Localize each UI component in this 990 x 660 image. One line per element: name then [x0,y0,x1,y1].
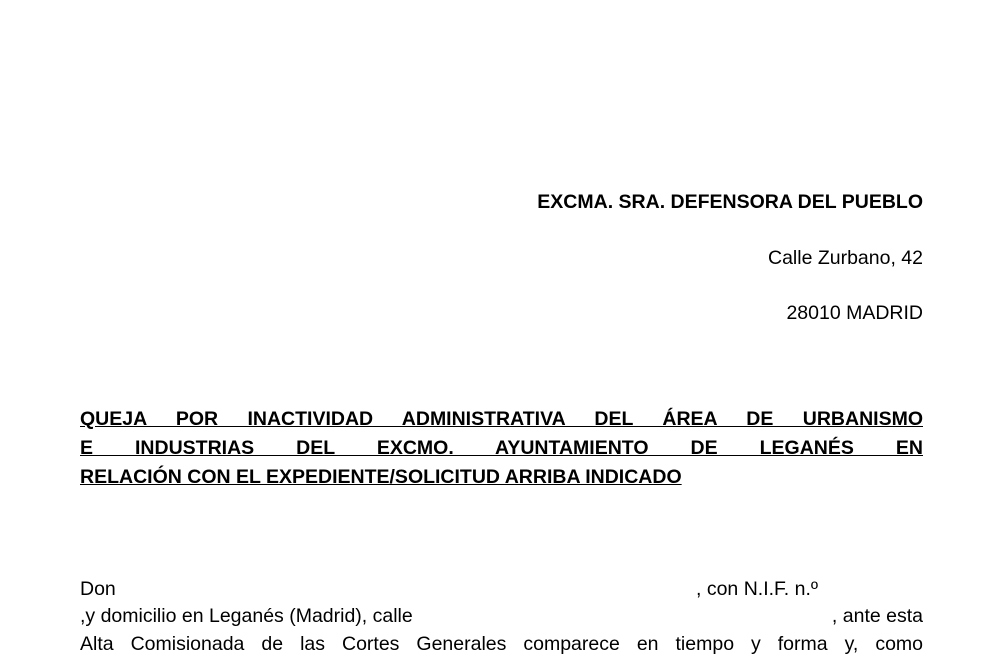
nif-label: , con N.I.F. n.º [696,578,818,600]
recipient-title: EXCMA. SRA. DEFENSORA DEL PUEBLO [537,191,923,213]
recipient-city: 28010 MADRID [786,302,923,324]
subject-line-2: E INDUSTRIAS DEL EXCMO. AYUNTAMIENTO DE LEGANÉS EN [80,437,923,459]
address-label: ,y domicilio en Leganés (Madrid), calle [80,605,413,627]
body-line-3: Alta Comisionada de las Cortes Generales comparece en tiempo y forma y, como [80,633,923,655]
subject-line-1: QUEJA POR INACTIVIDAD ADMINISTRATIVA DEL ÁREA DE URBANISMO [80,408,923,430]
recipient-street: Calle Zurbano, 42 [767,247,923,269]
address-end: , ante esta [831,605,923,627]
name-label: Don [80,578,116,600]
subject-line-3: RELACIÓN CON EL EXPEDIENTE/SOLICITUD ARRIBA INDICADO [80,466,682,488]
body-line-2 [80,604,923,628]
body-line-1 [80,577,923,601]
